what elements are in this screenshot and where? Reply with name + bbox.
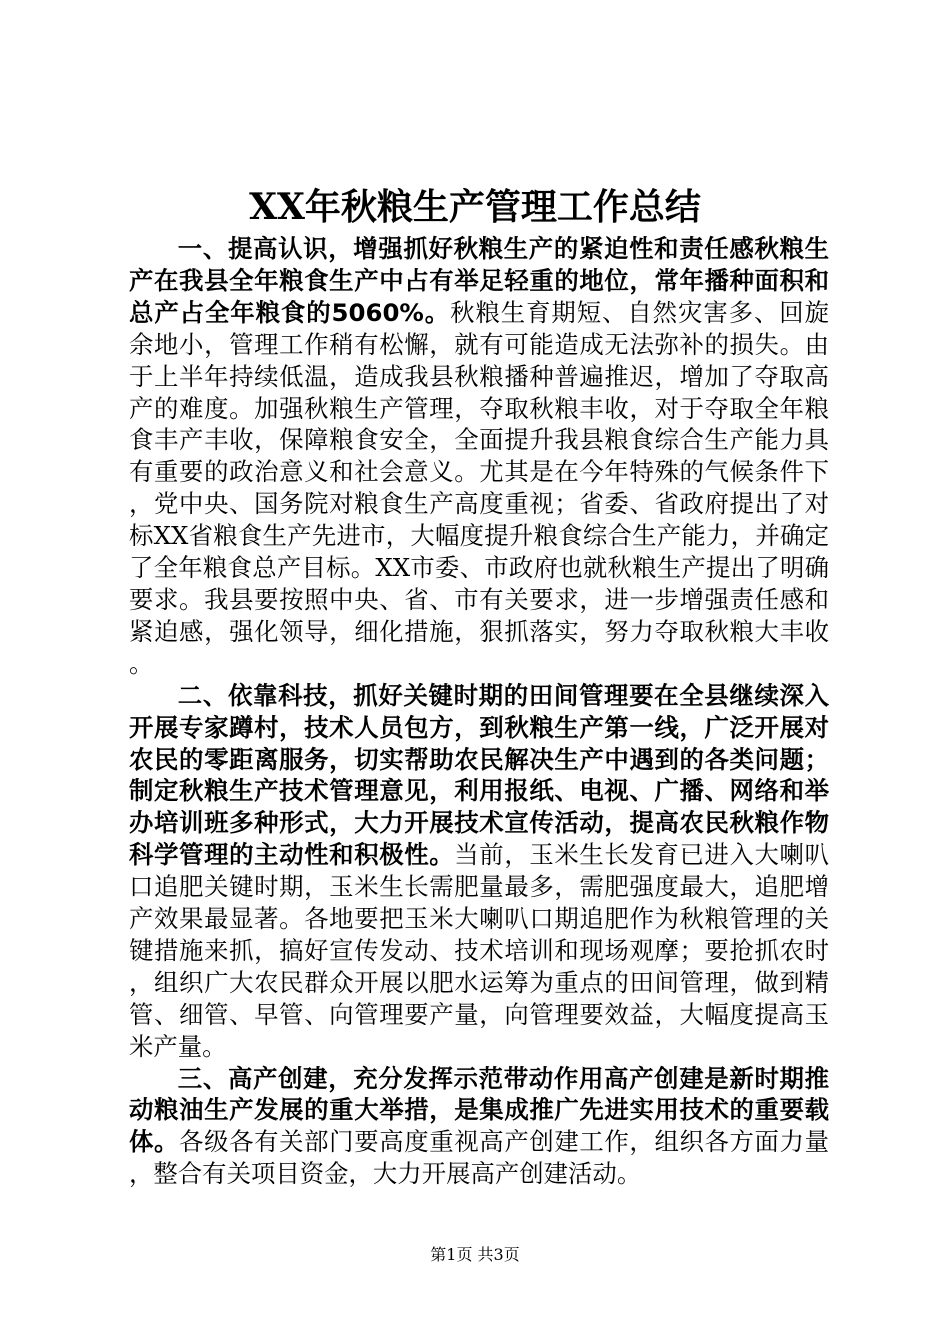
paragraph-1-lead: 一、提高认识，增强抓好秋粮生产的紧迫性和责任感秋粮生产在我县全年粮食生产中占有举足轻重的地位，常年播种面积和总产占全年粮食的5060%。: [129, 234, 829, 327]
paragraph-3-body: 各级各有关部门要高度重视高产创建工作，组织各方面力量，整合有关项目资金，大力开展高产创建活动。: [129, 1127, 829, 1189]
paragraph-1: [129, 233, 829, 680]
paragraph-3: [129, 1063, 829, 1191]
paragraph-3-lead: 三、高产创建，充分发挥示范带动作用高产创建是新时期推动粮油生产发展的重大举措，是集成推广先进实用技术的重要载体。: [129, 1063, 829, 1157]
paragraph-2-lead: 二、依靠科技，抓好关键时期的田间管理要在全县继续深入开展专家蹲村，技术人员包方，到秋粮生产第一线，广泛开展对农民的零距离服务，切实帮助农民解决生产中遇到的各类问题；制定秋粮生产技术管理意见，利用报纸、电视、广播、网络和举办培训班多种形式，大力开展技术宣传活动，提高农民秋粮作物科学管理的主动性和积极性。: [129, 680, 829, 870]
document-title: XX年秋粮生产管理工作总结: [249, 186, 701, 228]
paragraph-1-body: 秋粮生育期短、自然灾害多、回旋余地小，管理工作稍有松懈，就有可能造成无法弥补的损失。由于上半年持续低温，造成我县秋粮播种普遍推迟，增加了夺取高产的难度。加强秋粮生产管理，夺取秋粮丰收，对于夺取全年粮食丰产丰收，保障粮食安全，全面提升我县粮食综合生产能力具有重要的政治意义和社会意义。尤其是在今年特殊的气候条件下，党中央、国务院对粮食生产高度重视；省委、省政府提出了对标XX省粮食生产先进市，大幅度提升粮食综合生产能力，并确定了全年粮食总产目标。XX市委、市政府也就秋粮生产提出了明确要求。我县要按照中央、省、市有关要求，进一步增强责任感和紧迫感，强化领导，细化措施，狠抓落实，努力夺取秋粮大丰收。: [129, 297, 829, 678]
paragraph-2: [129, 680, 829, 1063]
paragraph-2-body: 当前，玉米生长发育已进入大喇叭口追肥关键时期，玉米生长需肥量最多，需肥强度最大，追肥增产效果最显著。各地要把玉米大喇叭口期追肥作为秋粮管理的关键措施来抓，搞好宣传发动、技术培训和现场观摩；要抢抓农时，组织广大农民群众开展以肥水运筹为重点的田间管理，做到精管、细管、早管、向管理要产量，向管理要效益，大幅度提高玉米产量。: [129, 840, 829, 1061]
document-body: [129, 233, 829, 1190]
page-number-footer: 第1页 共3页: [430, 1245, 520, 1264]
